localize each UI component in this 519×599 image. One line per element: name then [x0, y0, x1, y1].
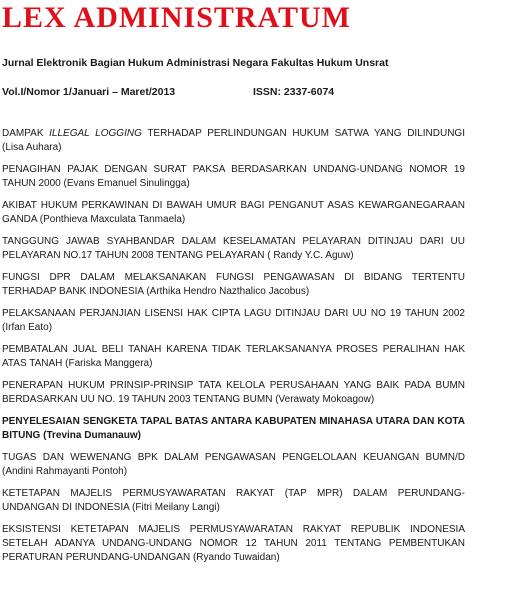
article-title: PENAGIHAN PAJAK DENGAN SURAT PAKSA BERDASARKAN UNDANG-UNDANG NOMOR 19 TAHUN 2000 [2, 164, 465, 189]
article-author: (Fitri Meilany Langi) [132, 502, 220, 513]
article-title: EKSISTENSI KETETAPAN MAJELIS PERMUSYAWARATAN RAKYAT REPUBLIK INDONESIA SETELAH ADANYA UNDANG-UNDANG NOMOR 12 TAHUN 2011 TENTANG PEMBENTUKAN PERATURAN PERUNDANG-UNDANGAN [2, 524, 465, 563]
article-title: PEMBATALAN JUAL BELI TANAH KARENA TIDAK TERLAKSANANYA PROSES PERALIHAN HAK ATAS TANAH [2, 344, 465, 369]
article-author: (Fariska Manggera) [65, 358, 153, 369]
article-entry[interactable] [2, 307, 465, 335]
article-entry[interactable] [2, 379, 465, 407]
article-author: (Evans Emanuel Sinulingga) [63, 178, 190, 189]
article-entry[interactable] [2, 199, 465, 227]
volume-info: Vol.I/Nomor 1/Januari – Maret/2013 [2, 86, 176, 98]
article-title: PELAKSANAAN PERJANJIAN LISENSI HAK CIPTA LAGU DITINJAU DARI UU NO 19 TAHUN 2002 [2, 308, 465, 319]
article-title: AKIBAT HUKUM PERKAWINAN DI BAWAH UMUR BAGI PENGANUT ASAS KEWARGANEGARAAN GANDA [2, 200, 465, 225]
article-author: (Lisa Auhara) [2, 142, 62, 153]
article-title: TUGAS DAN WEWENANG BPK DALAM PENGAWASAN PENGELOLAAN KEUANGAN BUMN/D [2, 452, 465, 463]
journal-masthead: LEX ADMINISTRATUM [2, 1, 351, 34]
article-title: DAMPAK ILLEGAL LOGGING TERHADAP PERLINDUNGAN HUKUM SATWA YANG DILINDUNGI [2, 128, 465, 139]
article-entry[interactable] [2, 523, 465, 565]
article-title: FUNGSI DPR DALAM MELAKSANAKAN FUNGSI PENGAWASAN DI BIDANG TERTENTU TERHADAP BANK INDONESIA [2, 272, 465, 297]
article-entry[interactable] [2, 127, 465, 155]
article-entry[interactable] [2, 415, 465, 443]
article-author: ( Randy Y.C. Aguw) [267, 250, 354, 261]
article-author: (Ponthieva Maxculata Tanmaela) [39, 214, 186, 225]
journal-subtitle: Jurnal Elektronik Bagian Hukum Administrasi Negara Fakultas Hukum Unsrat [2, 57, 389, 69]
article-author: (Arthika Hendro Nazthalico Jacobus) [146, 286, 310, 297]
article-title: PENYELESAIAN SENGKETA TAPAL BATAS ANTARA KABUPATEN MINAHASA UTARA DAN KOTA BITUNG [2, 416, 465, 441]
article-entry[interactable] [2, 163, 465, 191]
article-author: (Trevina Dumanauw) [43, 430, 141, 441]
article-entry[interactable] [2, 235, 465, 263]
article-title: PENERAPAN HUKUM PRINSIP-PRINSIP TATA KELOLA PERUSAHAAN YANG BAIK PADA BUMN BERDASARKAN UU NO. 19 TAHUN 2003 TENTANG BUMN [2, 380, 465, 405]
article-title: TANGGUNG JAWAB SYAHBANDAR DALAM KESELAMATAN PELAYARAN DITINJAU DARI UU PELAYARAN NO.17 TAHUN 2008 TENTANG PELAYARAN [2, 236, 465, 261]
article-entry[interactable] [2, 451, 465, 479]
article-entry[interactable] [2, 271, 465, 299]
issn-info: ISSN: 2337-6074 [253, 86, 335, 98]
article-author: (Andini Rahmayanti Pontoh) [2, 466, 128, 477]
article-author: (Verawaty Mokoagow) [275, 394, 375, 405]
article-author: (Ryando Tuwaidan) [192, 552, 280, 563]
article-list [2, 127, 465, 573]
article-entry[interactable] [2, 343, 465, 371]
article-author: (Irfan Eato) [2, 322, 53, 333]
article-entry[interactable] [2, 487, 465, 515]
article-title: KETETAPAN MAJELIS PERMUSYAWARATAN RAKYAT (TAP MPR) DALAM PERUNDANG-UNDANGAN DI INDONESIA [2, 488, 465, 513]
